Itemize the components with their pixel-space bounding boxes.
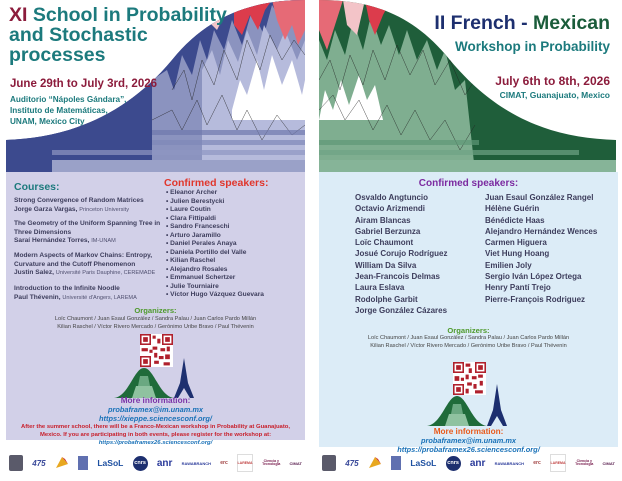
rawabranch-logo: RAWABRANCH	[181, 460, 211, 466]
course-item	[14, 220, 162, 246]
sponsor-logos-bar	[6, 452, 305, 474]
course-lecturer: Paul Thévenin,	[14, 293, 61, 301]
course-lecturer: Saraí Hernández Torres,	[14, 237, 90, 245]
anr-logo: anr	[469, 457, 486, 469]
imate-logo	[55, 454, 69, 472]
workshop-dates: July 6th to 8th, 2026	[495, 74, 610, 88]
speaker-item: Pierre-François Rodriguez	[485, 294, 586, 304]
organizers-list	[319, 335, 618, 350]
speakers-column-1	[355, 192, 447, 316]
speaker-item: • Eleanor Archer	[166, 189, 264, 198]
course-title: The Geometry of the Uniform Spanning Tree in Three Dimensions	[14, 220, 161, 236]
speaker-item: • Alejandro Rosales	[166, 266, 264, 275]
speaker-item: Octavio Arizmendi	[355, 204, 425, 214]
speaker-item: Emilien Joly	[485, 260, 532, 270]
course-affiliation: IM-UNAM	[91, 238, 116, 245]
lasol-logo: LaSoL	[97, 458, 124, 468]
organizers-line: Kilian Raschel / Víctor Rivero Mercado / Gerónimo Uribe Bravo / Paul Thévenin	[370, 342, 567, 349]
speakers-heading: Confirmed speakers:	[164, 177, 269, 189]
workshop-title-dash: -	[515, 12, 534, 34]
speaker-item: • Emmanuel Schertzer	[166, 274, 264, 283]
workshop-title-mexican: Mexican	[533, 12, 610, 34]
speaker-item: Loïc Chaumont	[355, 238, 414, 248]
venue-line: Instituto de Matemáticas,	[10, 106, 108, 116]
erc-logo: erc	[220, 460, 228, 466]
organizers-heading: Organizers:	[134, 306, 177, 315]
speaker-item: • Kilian Raschel	[166, 257, 264, 266]
more-info-heading: More information:	[120, 396, 191, 405]
course-title: Introduction to the Infinite Noodle	[14, 285, 120, 292]
cnrs-logo: cnrs	[446, 456, 461, 471]
speaker-item: Josué Corujo Rodríguez	[355, 249, 448, 259]
erc-logo: erc	[533, 460, 541, 466]
cimat-logo: CIMAT	[602, 460, 615, 466]
speaker-item: • Víctor Hugo Vázquez Guevara	[166, 291, 264, 300]
course-title: Strong Convergence of Random Matrices	[14, 197, 144, 204]
speaker-item: Carmen Higuera	[485, 238, 547, 248]
speaker-item: Alejandro Hernández Wences	[485, 226, 598, 236]
speaker-item: Henry Pantí Trejo	[485, 283, 551, 293]
contact-links	[6, 405, 305, 424]
workshop-subtitle: Workshop in Probability	[454, 39, 610, 54]
workshop-title-french: II French	[434, 12, 516, 34]
limes-logo	[391, 456, 401, 470]
speaker-item: Laura Eslava	[355, 283, 405, 293]
school-venue	[10, 94, 126, 127]
speaker-item: Juan Esaul González Rangel	[485, 193, 594, 202]
pyramid-eiffel-logo	[427, 384, 517, 426]
course-lecturer: Jorge Garza Vargas,	[14, 205, 78, 213]
course-lecturer: Justin Salez,	[14, 269, 54, 277]
notice-url-link[interactable]: https://probaframex26.sciencesconf.org/	[98, 439, 213, 446]
venue-line: UNAM, Mexico City	[10, 117, 85, 127]
more-info-heading: More information:	[433, 427, 504, 436]
course-item	[14, 285, 162, 302]
rawabranch-logo: RAWABRANCH	[494, 460, 524, 466]
speaker-item: Jean-Francois Delmas	[355, 272, 440, 282]
limes-logo	[78, 456, 88, 470]
workshop-venue: CIMAT, Guanajuato, Mexico	[499, 90, 610, 100]
course-title: Modern Aspects of Markov Chains: Entropy, Curvature and the Cutoff Phenomenon	[14, 252, 153, 268]
course-item	[14, 197, 162, 214]
larema-logo: LAREMA	[550, 454, 566, 472]
speaker-item: Rodolphe Garbit	[355, 294, 418, 304]
anr-logo: anr	[156, 457, 173, 469]
email-link[interactable]: probaframex@im.unam.mx	[107, 405, 204, 414]
speaker-item: • Arturo Jaramillo	[166, 232, 264, 241]
organizers-list	[6, 316, 305, 331]
speaker-item: William Da Silva	[355, 260, 417, 270]
workshop-poster	[315, 0, 620, 481]
speaker-item: Sergio Iván López Ortega	[485, 272, 582, 282]
school-content-panel	[6, 172, 305, 446]
venue-line: Auditorio “Nápoles Gándara”,	[10, 95, 127, 104]
workshop-title	[434, 12, 610, 35]
course-affiliation: Princeton University	[79, 206, 130, 213]
school-title-text: School in Probability and Stochastic processes	[9, 4, 227, 66]
larema-logo: LAREMA	[237, 454, 253, 472]
secihti-logo: Ciencia y Tecnología	[262, 458, 281, 466]
speaker-item: • Daniela Portillo del Valle	[166, 249, 264, 258]
unam-logo	[322, 455, 336, 471]
imate-logo	[368, 454, 382, 472]
speaker-item: • Daniel Perales Anaya	[166, 240, 264, 249]
school-title	[9, 6, 239, 66]
school-roman-numeral: XI	[9, 4, 28, 26]
course-affiliation: Université Paris Dauphine, CEREMADE	[55, 270, 156, 277]
speaker-item: Bénédicte Haas	[485, 215, 545, 225]
poster-divider	[309, 0, 313, 481]
courses-heading: Courses:	[14, 181, 60, 193]
hero-graphic	[315, 0, 620, 172]
notice-text: After the summer school, there will be a Franco-Mexican workshop in Probability at Guanajuato, Mexico. If you are participating in both events, please register for the workshop at:	[20, 424, 291, 438]
website-link[interactable]: https://probaframex26.sciencesconf.org/	[397, 445, 540, 455]
organizers-line: Loïc Chaumont / Juan Esaul González / Sandra Palau / Juan Carlos Pardo Millán	[367, 335, 570, 341]
speakers-heading: Confirmed speakers:	[418, 178, 519, 189]
course-item	[14, 252, 162, 278]
hero-graphic	[2, 0, 307, 172]
website-link[interactable]: https://xieppe.sciencesconf.org/	[99, 414, 212, 424]
cnrs-logo: cnrs	[133, 456, 148, 471]
email-link[interactable]: probaframex@im.unam.mx	[420, 436, 517, 445]
secihti-logo: Ciencia y Tecnología	[575, 458, 594, 466]
workshop-notice	[18, 424, 293, 448]
cimat-logo: CIMAT	[289, 460, 302, 466]
speaker-item: Airam Blancas	[355, 215, 411, 225]
speaker-item: • Julien Berestycki	[166, 198, 264, 207]
unam-logo	[9, 455, 23, 471]
speaker-item: Viet Hung Hoang	[485, 249, 550, 259]
im75-logo: 475	[32, 458, 46, 468]
speaker-item: Osvaldo Angtuncio	[355, 193, 429, 202]
speaker-item: • Laure Coutin	[166, 206, 264, 215]
speaker-item: Gabriel Berzunza	[355, 226, 421, 236]
speaker-item: Jorge González Cázares	[355, 305, 448, 315]
organizers-line: Loïc Chaumont / Juan Esaul González / Sandra Palau / Juan Carlos Pardo Millán	[54, 316, 257, 322]
organizers-line: Kilian Raschel / Víctor Rivero Mercado / Gerónimo Uribe Bravo / Paul Thévenin	[57, 323, 254, 330]
speaker-item: • Julie Tourniaire	[166, 283, 264, 292]
organizers-heading: Organizers:	[447, 326, 490, 335]
lasol-logo: LaSoL	[410, 458, 437, 468]
course-affiliation: Université d'Angers, LAREMA	[62, 294, 137, 301]
speakers-list	[166, 189, 264, 300]
school-poster	[2, 0, 307, 481]
pyramid-eiffel-logo	[114, 358, 204, 398]
speaker-item: • Clara Fittipaldi	[166, 215, 264, 224]
speaker-item: • Sandro Franceschi	[166, 223, 264, 232]
speakers-column-2	[485, 192, 597, 305]
workshop-content-panel	[319, 172, 618, 455]
sponsor-logos-bar	[319, 452, 618, 474]
im75-logo: 475	[345, 458, 359, 468]
speaker-item: Hélène Guérin	[485, 204, 540, 214]
school-dates: June 29th to July 3rd, 2026	[10, 78, 158, 90]
